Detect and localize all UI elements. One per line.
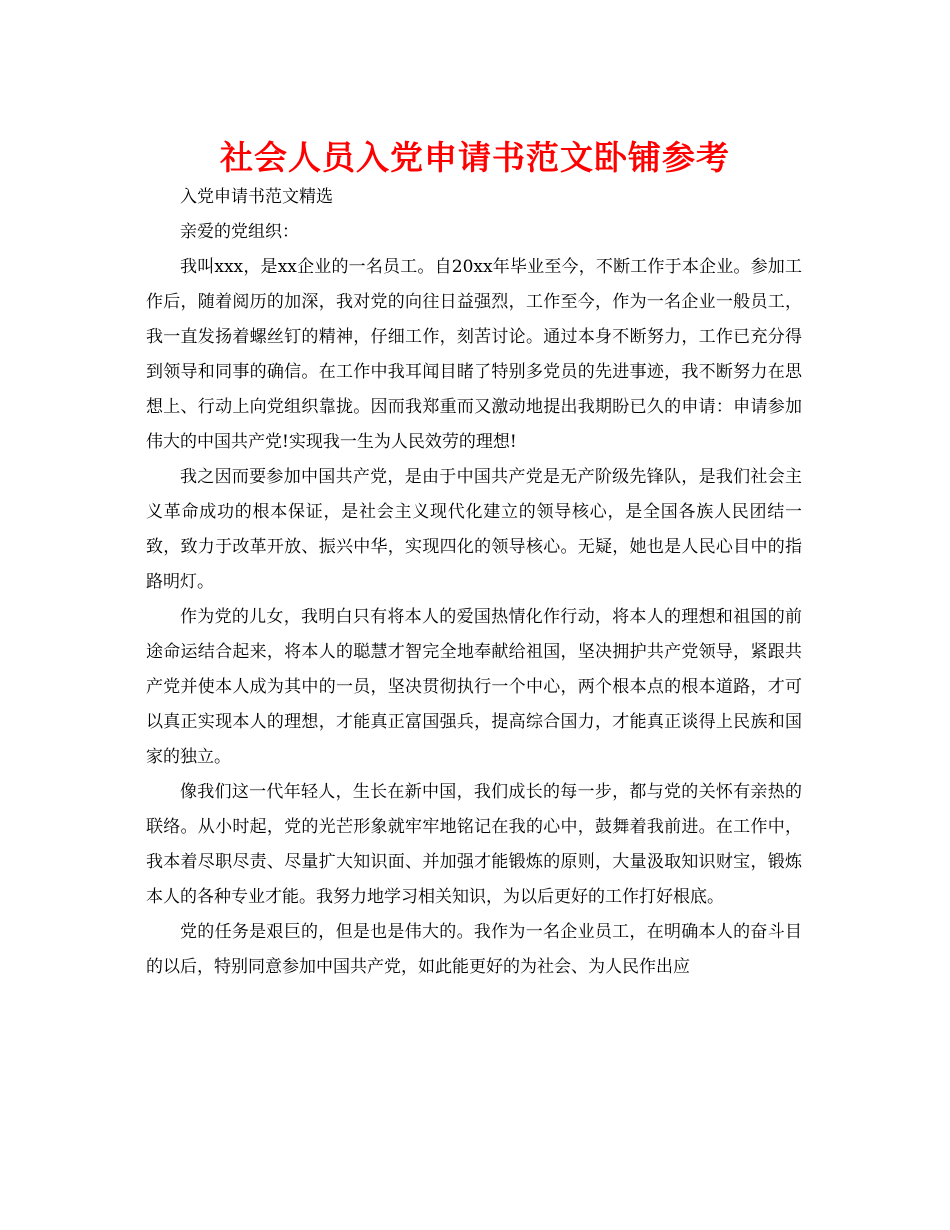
document-subtitle: 入党申请书范文精选 — [180, 187, 333, 207]
paragraph-5: 党的任务是艰巨的，但是也是伟大的。我作为一名企业员工，在明确本人的奋斗目的以后，特别同意参加中国共产党，如此能更好的为社会、为人民作出应 — [146, 922, 802, 977]
paragraph-2: 我之因而要参加中国共产党，是由于中国共产党是无产阶级先锋队，是我们社会主义革命成功的根本保证，是社会主义现代化建立的领导核心，是全国各族人民团结一致，致力于改革开放、振兴中华，实现四化的领导核心。无疑，她也是人民心目中的指路明灯。 — [146, 467, 802, 592]
salutation: 亲爱的党组织： — [180, 222, 299, 242]
paragraph-4: 像我们这一代年轻人，生长在新中国，我们成长的每一步，都与党的关怀有亲热的联络。从小时起，党的光芒形象就牢牢地铭记在我的心中，鼓舞着我前进。在工作中，我本着尽职尽责、尽量扩大知识面、并加强才能锻炼的原则，大量汲取知识财宝，锻炼本人的各种专业才能。我努力地学习相关知识，为以后更好的工作打好根底。 — [146, 782, 802, 907]
document-body — [146, 180, 802, 985]
paragraph-3: 作为党的儿女，我明白只有将本人的爱国热情化作行动，将本人的理想和祖国的前途命运结合起来，将本人的聪慧才智完全地奉献给祖国，坚决拥护共产党领导，紧跟共产党并使本人成为其中的一员，坚决贯彻执行一个中心，两个根本点的根本道路，才可以真正实现本人的理想，才能真正富国强兵，提高综合国力，才能真正谈得上民族和国家的独立。 — [146, 607, 802, 767]
paragraph-1: 我叫xxx，是xx企业的一名员工。自20xx年毕业至今，不断工作于本企业。参加工作后，随着阅历的加深，我对党的向往日益强烈，工作至今，作为一名企业一般员工，我一直发扬着螺丝钉的精神，仔细工作，刻苦讨论。通过本身不断努力，工作已充分得到领导和同事的确信。在工作中我耳闻目睹了特别多党员的先进事迹，我不断努力在思想上、行动上向党组织靠拢。因而我郑重而又激动地提出我期盼已久的申请：申请参加伟大的中国共产党!实现我一生为人民效劳的理想! — [146, 257, 802, 452]
document-title: 社会人员入党申请书范文卧铺参考 — [220, 138, 730, 177]
